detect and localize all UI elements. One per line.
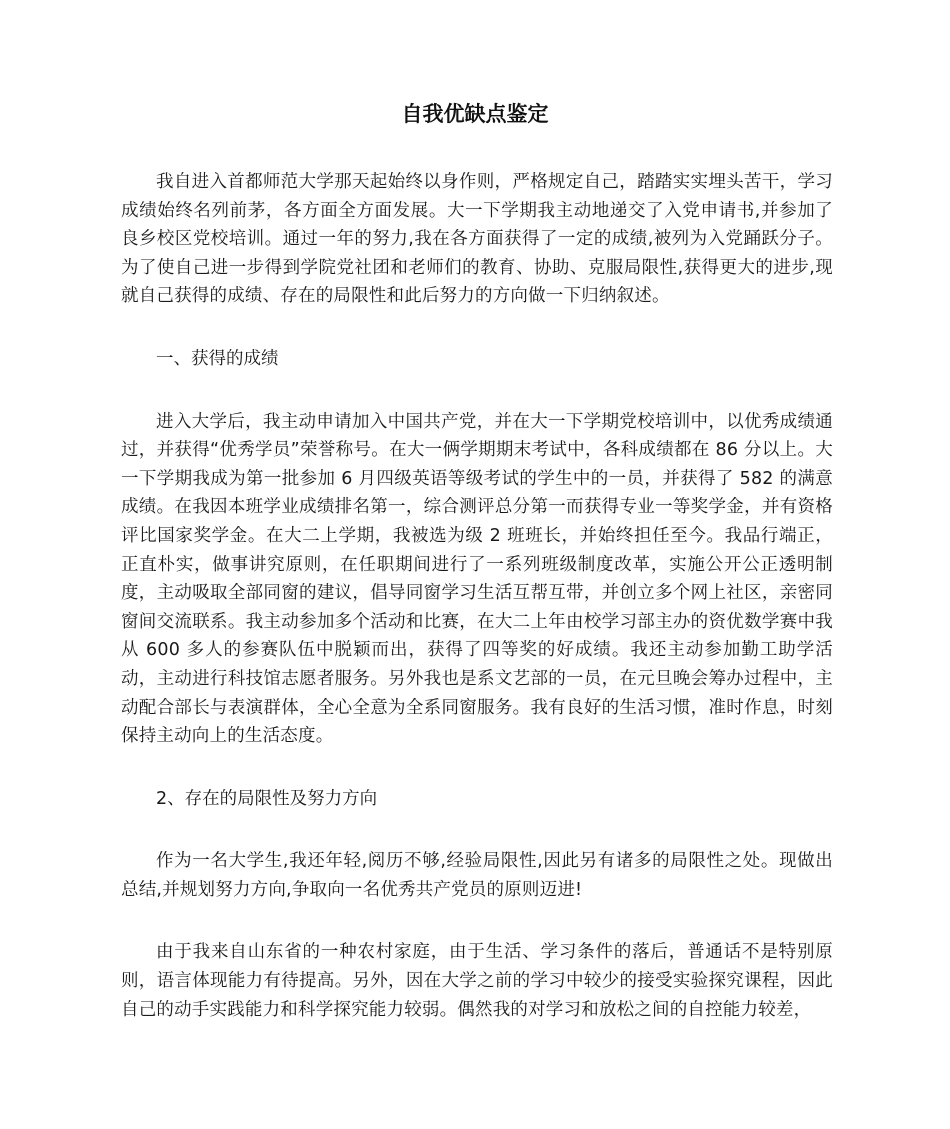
achievements-paragraph: 进入大学后，我主动申请加入中国共产党，并在大一下学期党校培训中，以优秀成绩通过，并获得“优秀学员”荣誉称号。在大一俩学期期末考试中，各科成绩都在 86 分以上。大一下学期我成为第一批参加 6 月四级英语等级考试的学生中的一员，并获得了 582 的满意成绩。在我因本班学业成绩排名第一，综合测评总分第一而获得专业一等奖学金，并有资格评比国家奖学金。在大二上学期，我被选为级 2 班班长，并始终担任至今。我品行端正，正直朴实，做事讲究原则，在任职期间进行了一系列班级制度改革，实施公开公正透明制度，主动吸取全部同窗的建议，倡导同窗学习生活互帮互带，并创立多个网上社区，亲密同窗间交流联系。我主动参加多个活动和比赛，在大二上年由校学习部主办的资优数学赛中我从 600 多人的参赛队伍中脱颖而出，获得了四等奖的好成绩。我还主动参加勤工助学活动，主动进行科技馆志愿者服务。另外我也是系文艺部的一员，在元旦晚会筹办过程中，主动配合部长与表演群体，全心全意为全系同窗服务。我有良好的生活习惯，准时作息，时刻保持主动向上的生活态度。 xyxy=(121,411,833,747)
intro-paragraph: 我自进入首都师范大学那天起始终以身作则，严格规定自己，踏踏实实埋头苦干，学习成绩始终名列前茅，各方面全方面发展。大一下学期我主动地递交了入党申请书,并参加了良乡校区党校培训。通过一年的努力,我在各方面获得了一定的成绩,被列为入党踊跃分子。为了使自己进一步得到学院党社团和老师们的教育、协助、克服局限性,获得更大的进步,现就自己获得的成绩、存在的局限性和此后努力的方向做一下归纳叙述。 xyxy=(121,172,833,307)
section-heading-shortcomings: 2、存在的局限性及努力方向 xyxy=(156,788,378,809)
shortcomings-intro-paragraph: 作为一名大学生,我还年轻,阅历不够,经验局限性,因此另有诸多的局限性之处。现做出总结,并规划努力方向,争取向一名优秀共产党员的原则迈进! xyxy=(121,851,833,900)
document-body xyxy=(121,168,833,1024)
shortcomings-detail-paragraph: 由于我来自山东省的一种农村家庭，由于生活、学习条件的落后，普通话不是特别原则，语言体现能力有待提高。另外，因在大学之前的学习中较少的接受实验探究课程，因此自己的动手实践能力和科学探究能力较弱。偶然我的对学习和放松之间的自控能力较差， xyxy=(121,942,833,1020)
document-title: 自我优缺点鉴定 xyxy=(401,102,549,126)
section-heading-achievements: 一、获得的成绩 xyxy=(156,348,279,369)
